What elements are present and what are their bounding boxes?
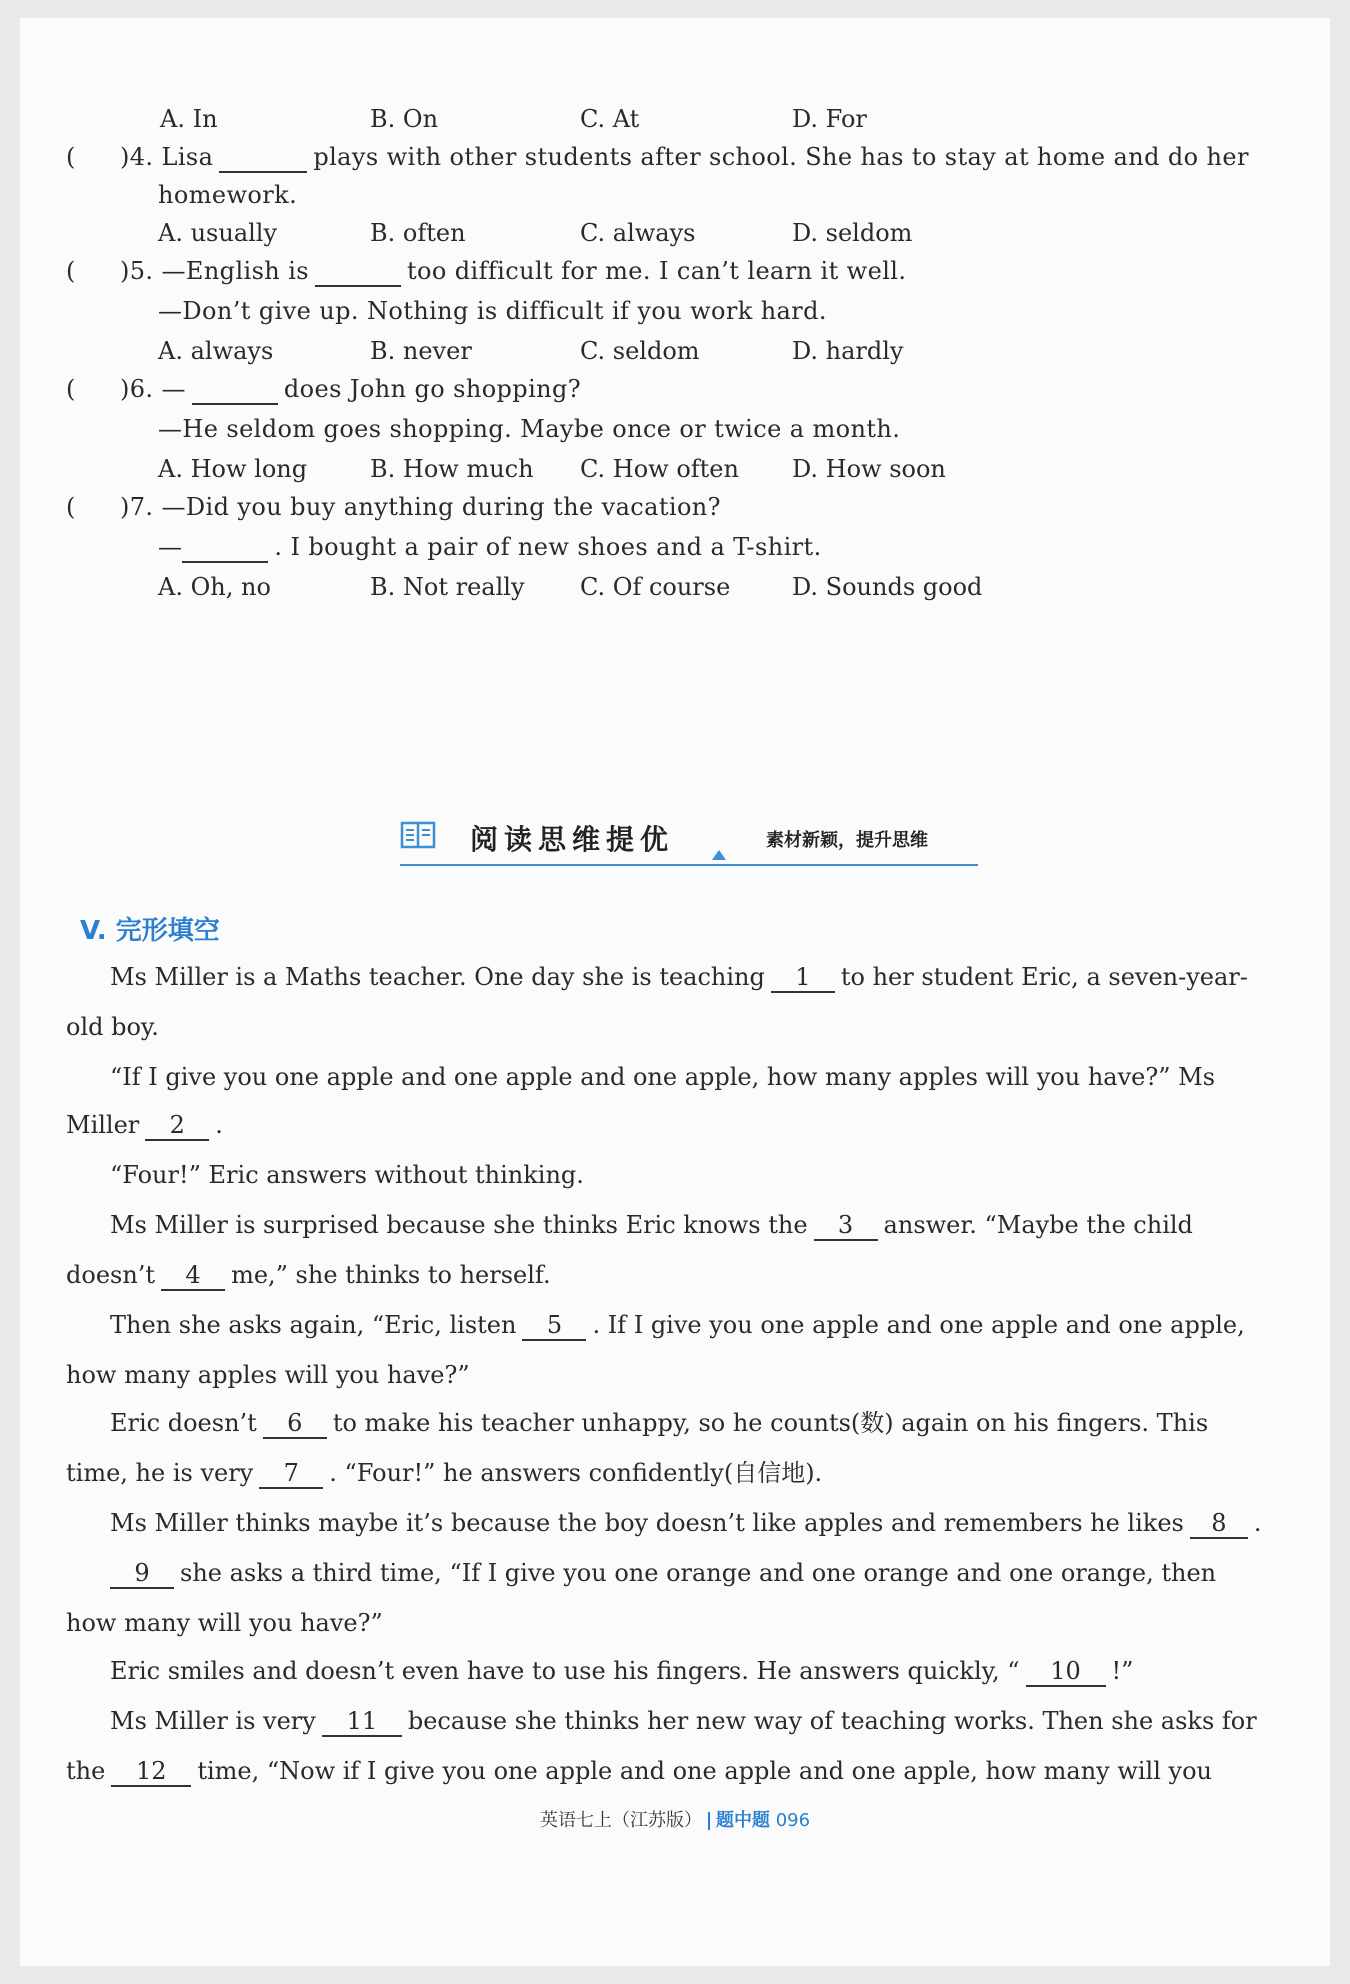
blank-12: 12 (111, 1757, 191, 1787)
banner-subtitle: 素材新颖，提升思维 (766, 830, 928, 851)
book-icon (400, 820, 436, 854)
text: Ms Miller is a Maths teacher. One day she is teaching (110, 963, 765, 991)
passage-line (66, 1754, 1212, 1788)
passage-line (66, 1108, 223, 1142)
text: answer. “Maybe the child (883, 1211, 1193, 1239)
option-c: C. Of course (580, 573, 731, 601)
option-a: A. usually (158, 219, 278, 247)
blank-7: 7 (259, 1459, 323, 1489)
reading-banner (400, 812, 978, 866)
option-a: A. always (158, 337, 274, 365)
text: Eric doesn’t (110, 1409, 257, 1437)
stem-post: plays with other students after school. She has to stay at home and do her (313, 143, 1249, 171)
stem-continued (158, 530, 822, 564)
triangle-marker-icon (712, 850, 726, 860)
passage-line: how many apples will you have?” (66, 1361, 470, 1389)
text: the (66, 1757, 106, 1785)
answer-blank (315, 257, 401, 287)
text: to her student Eric, a seven-year- (840, 963, 1248, 991)
blank-5: 5 (522, 1311, 586, 1341)
text: time, he is very (66, 1459, 254, 1487)
brand-name: 题中题 (715, 1810, 770, 1831)
option-b: B. Not really (370, 573, 525, 601)
passage-line: how many will you have?” (66, 1609, 383, 1637)
passage-line (110, 960, 1248, 994)
stem-pre: —English is (161, 257, 309, 285)
option-d: D. For (792, 105, 867, 133)
option-a: A. In (160, 105, 218, 133)
question-number: )7. (120, 493, 154, 521)
text: Then she asks again, “Eric, listen (110, 1311, 517, 1339)
answer-paren: ( (66, 493, 76, 521)
stem-continued: —Don’t give up. Nothing is difficult if you work hard. (158, 297, 827, 325)
worksheet-page (20, 18, 1330, 1966)
option-d: D. seldom (792, 219, 913, 247)
question-stem (120, 490, 721, 524)
option-c: C. seldom (580, 337, 700, 365)
option-c: C. How often (580, 455, 739, 483)
passage-line (110, 1406, 1208, 1440)
option-b: B. often (370, 219, 466, 247)
blank-10: 10 (1026, 1657, 1106, 1687)
stem-pre: —Did you buy anything during the vacation? (161, 493, 721, 521)
answer-paren: ( (66, 257, 76, 285)
passage-line (110, 1308, 1245, 1342)
option-d: D. How soon (792, 455, 946, 483)
text: doesn’t (66, 1261, 156, 1289)
stem-continued: —He seldom goes shopping. Maybe once or twice a month. (158, 415, 901, 443)
question-stem (120, 372, 581, 406)
option-c: C. At (580, 105, 640, 133)
option-b: B. How much (370, 455, 534, 483)
question-number: )5. (120, 257, 154, 285)
stem-post: . I bought a pair of new shoes and a T-shirt. (274, 533, 822, 561)
answer-blank (182, 533, 268, 563)
section-heading: V. 完形填空 (80, 916, 220, 946)
passage-line (110, 1654, 1133, 1688)
passage-line: “If I give you one apple and one apple and one apple, how many apples will you have?” Ms (110, 1063, 1216, 1091)
text: Ms Miller is surprised because she thinks Eric knows the (110, 1211, 808, 1239)
stem-pre: Lisa (161, 143, 214, 171)
answer-blank (219, 143, 307, 173)
option-c: C. always (580, 219, 696, 247)
option-d: D. Sounds good (792, 573, 983, 601)
blank-3: 3 (814, 1211, 878, 1241)
question-number: )4. (120, 143, 154, 171)
option-d: D. hardly (792, 337, 904, 365)
text: Eric smiles and doesn’t even have to use his fingers. He answers quickly, “ (110, 1657, 1020, 1685)
option-a: A. How long (158, 455, 308, 483)
passage-line (110, 1506, 1261, 1540)
stem-continued: homework. (158, 181, 298, 209)
answer-paren: ( (66, 375, 76, 403)
passage-line (66, 1258, 551, 1292)
text: . (1253, 1509, 1262, 1537)
question-stem (120, 140, 1249, 174)
stem-pre: — (158, 533, 183, 561)
text: Miller (66, 1111, 140, 1139)
blank-11: 11 (322, 1707, 402, 1737)
passage-line (66, 1456, 822, 1490)
text: !” (1111, 1657, 1134, 1685)
text: . If I give you one apple and one apple and one apple, (592, 1311, 1245, 1339)
text: time, “Now if I give you one apple and one apple and one apple, how many will you (197, 1757, 1213, 1785)
option-b: B. never (370, 337, 472, 365)
answer-paren: ( (66, 143, 76, 171)
text: me,” she thinks to herself. (231, 1261, 551, 1289)
banner-title: 阅读思维提优 (470, 823, 675, 856)
option-b: B. On (370, 105, 439, 133)
text: . “Four!” he answers confidently(自信地). (329, 1459, 823, 1487)
passage-line: old boy. (66, 1013, 159, 1041)
text: Ms Miller is very (110, 1707, 316, 1735)
stem-post: too difficult for me. I can’t learn it well. (407, 257, 907, 285)
text: because she thinks her new way of teaching works. Then she asks for (407, 1707, 1257, 1735)
blank-9: 9 (110, 1559, 174, 1589)
blank-1: 1 (771, 963, 835, 993)
text: . (215, 1111, 223, 1139)
stem-pre: — (161, 375, 186, 403)
blank-4: 4 (161, 1261, 225, 1291)
text: to make his teacher unhappy, so he counts(数) again on his fingers. This (332, 1409, 1209, 1437)
book-title: 英语七上（江苏版） (539, 1810, 702, 1831)
passage-line (110, 1704, 1257, 1738)
passage-line: “Four!” Eric answers without thinking. (110, 1161, 584, 1189)
passage-line (110, 1556, 1216, 1590)
option-a: A. Oh, no (158, 573, 271, 601)
question-stem (120, 254, 906, 288)
stem-post: does John go shopping? (283, 375, 582, 403)
blank-2: 2 (145, 1111, 209, 1141)
answer-blank (192, 375, 278, 405)
text: she asks a third time, “If I give you one orange and one orange and one orange, then (180, 1559, 1217, 1587)
blank-6: 6 (263, 1409, 327, 1439)
text: Ms Miller thinks maybe it’s because the boy doesn’t like apples and remembers he likes (110, 1509, 1184, 1537)
passage-line (110, 1208, 1193, 1242)
blank-8: 8 (1190, 1509, 1248, 1539)
question-number: )6. (120, 375, 154, 403)
page-number: 096 (775, 1810, 811, 1831)
page-footer (20, 1806, 1330, 1832)
divider (708, 1812, 710, 1830)
